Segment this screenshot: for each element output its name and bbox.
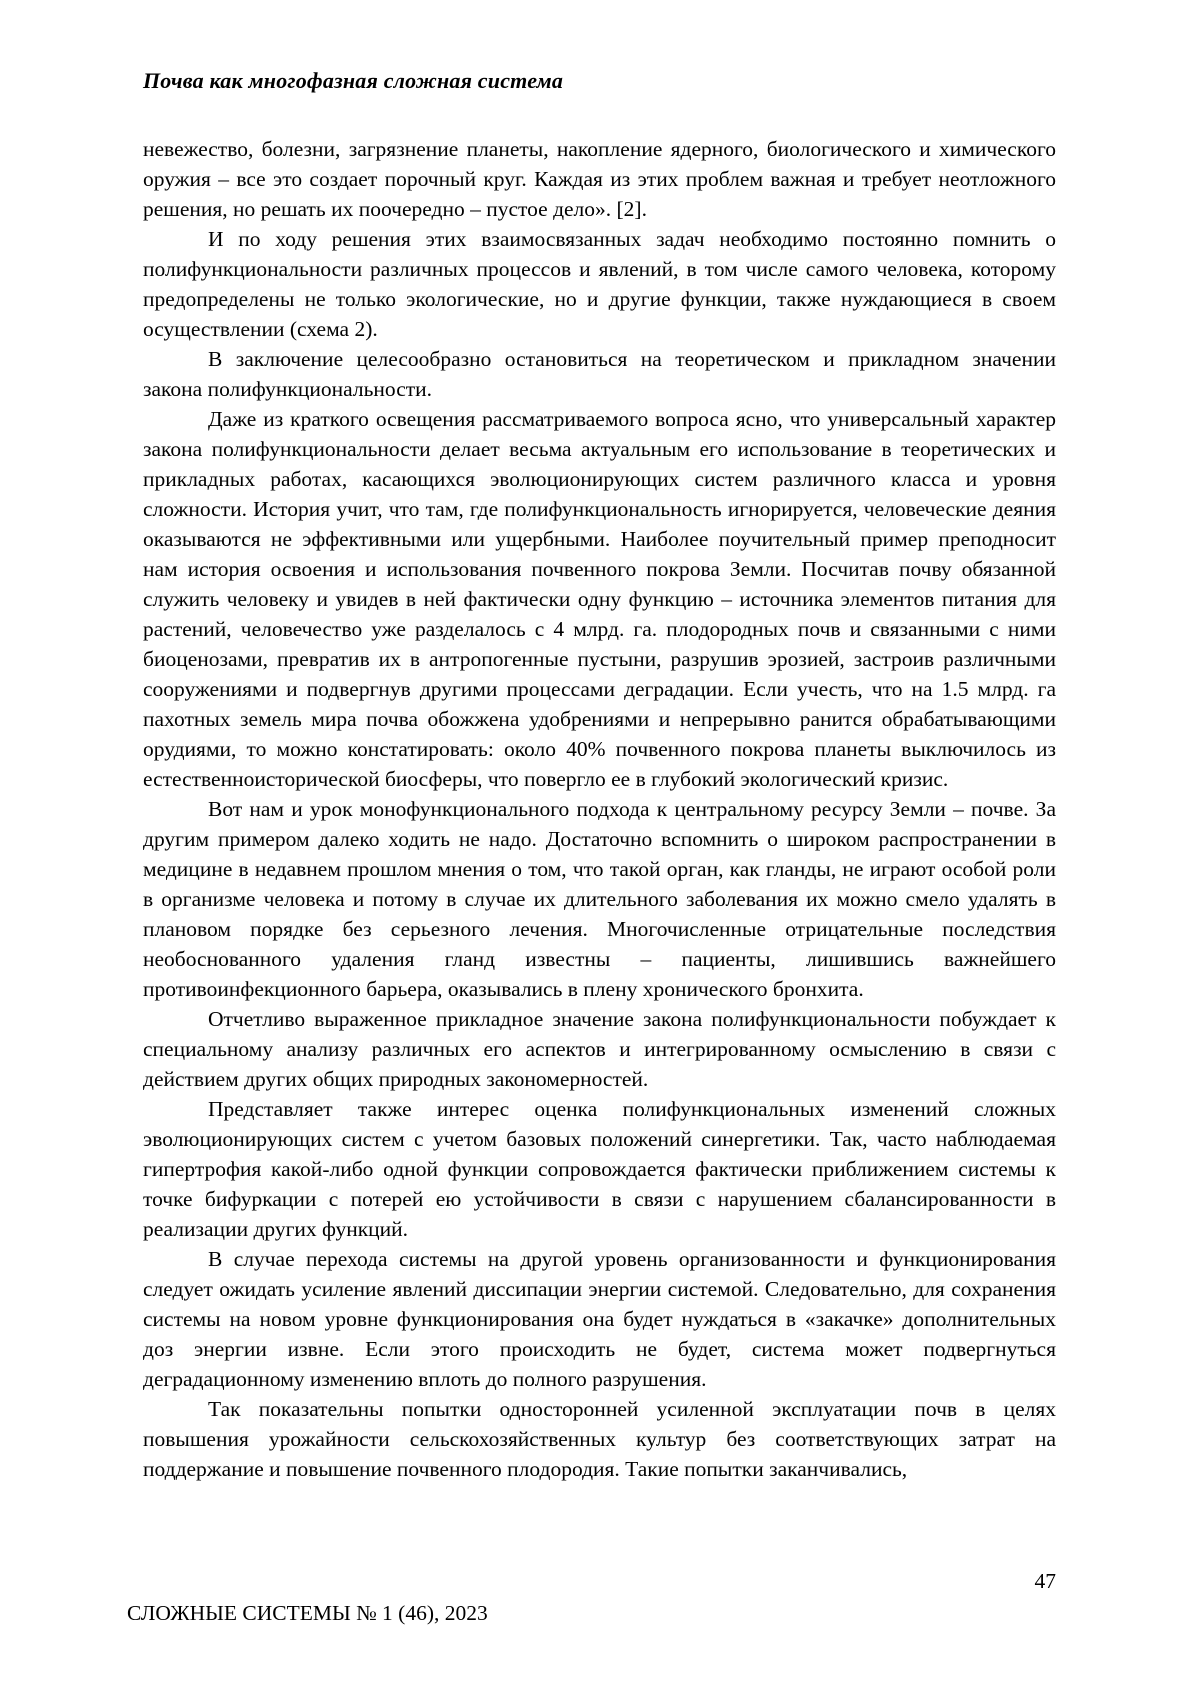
paragraph: Так показательны попытки односторонней усиленной эксплуатации почв в целях повышения урожайности сельскохозяйственных культур без соответствующих затрат на поддержание и повышение почвенного плодородия. Такие попытки заканчивались,	[143, 1397, 1056, 1481]
running-header: Почва как многофазная сложная система	[143, 68, 564, 93]
paragraph: невежество, болезни, загрязнение планеты, накопление ядерного, биологического и химического оружия – все это создает порочный круг. Каждая из этих проблем важная и требует неотложного решения, но решать их поочередно – пустое дело». [2].	[143, 137, 1056, 221]
paragraph: В случае перехода системы на другой уровень организованности и функционирования следует ожидать усиление явлений диссипации энергии системой. Следовательно, для сохранения системы на новом уровне функционирования она будет нуждаться в «закачке» дополнительных доз энергии извне. Если этого происходить не будет, система может подвергнуться деградационному изменению вплоть до полного разрушения.	[143, 1247, 1056, 1391]
paragraph: В заключение целесообразно остановиться на теоретическом и прикладном значении закона полифункциональности.	[143, 347, 1056, 401]
page-number: 47	[1034, 1569, 1056, 1593]
paragraph: И по ходу решения этих взаимосвязанных задач необходимо постоянно помнить о полифункциональности различных процессов и явлений, в том числе самого человека, которому предопределены не только экологические, но и другие функции, также нуждающиеся в своем осуществлении (схема 2).	[143, 227, 1056, 341]
paragraph: Отчетливо выраженное прикладное значение закона полифункциональности побуждает к специальному анализу различных его аспектов и интегрированному осмыслению в связи с действием других общих природных закономерностей.	[143, 1007, 1056, 1091]
journal-footer: СЛОЖНЫЕ СИСТЕМЫ № 1 (46), 2023	[127, 1601, 488, 1625]
body-text	[143, 134, 1056, 1484]
paragraph: Представляет также интерес оценка полифункциональных изменений сложных эволюционирующих систем с учетом базовых положений синергетики. Так, часто наблюдаемая гипертрофия какой-либо одной функции сопровождается фактически приближением системы к точке бифуркации с потерей ею устойчивости в связи с нарушением сбалансированности в реализации других функций.	[143, 1097, 1056, 1241]
paragraph: Даже из краткого освещения рассматриваемого вопроса ясно, что универсальный характер закона полифункциональности делает весьма актуальным его использование в теоретических и прикладных работах, касающихся эволюционирующих систем различного класса и уровня сложности. История учит, что там, где полифункциональность игнорируется, человеческие деяния оказываются не эффективными или ущербными. Наиболее поучительный пример преподносит нам история освоения и использования почвенного покрова Земли. Посчитав почву обязанной служить человеку и увидев в ней фактически одну функцию – источника элементов питания для растений, человечество уже разделалось с 4 млрд. га. плодородных почв и связанными с ними биоценозами, превратив их в антропогенные пустыни, разрушив эрозией, застроив различными сооружениями и подвергнув другими процессами деградации. Если учесть, что на 1.5 млрд. га пахотных земель мира почва обожжена удобрениями и непрерывно ранится обрабатывающими орудиями, то можно констатировать: около 40% почвенного покрова планеты выключилось из естественноисторической биосферы, что повергло ее в глубокий экологический кризис.	[143, 407, 1056, 791]
paragraph: Вот нам и урок монофункционального подхода к центральному ресурсу Земли – почве. За другим примером далеко ходить не надо. Достаточно вспомнить о широком распространении в медицине в недавнем прошлом мнения о том, что такой орган, как гланды, не играют особой роли в организме человека и потому в случае их длительного заболевания их можно смело удалять в плановом порядке без серьезного лечения. Многочисленные отрицательные последствия необоснованного удаления гланд известны – пациенты, лишившись важнейшего противоинфекционного барьера, оказывались в плену хронического бронхита.	[143, 797, 1056, 1001]
